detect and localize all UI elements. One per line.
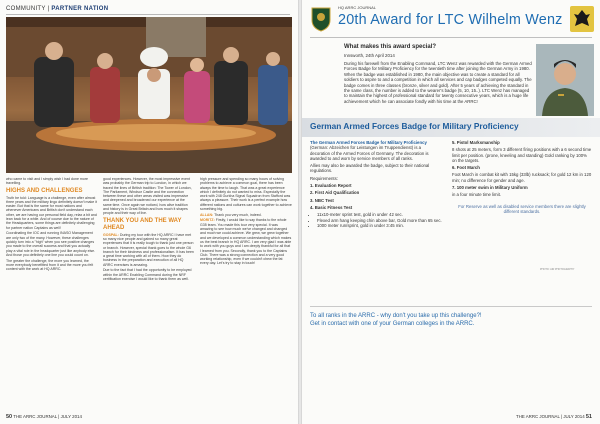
call-to-action [310, 312, 592, 328]
badge-description [310, 140, 442, 161]
requirement-1: 1. Evaluation Report [310, 183, 352, 189]
german-eagle-badge-icon [570, 6, 594, 32]
col2-paragraph-3: Due to the fact that I had the opportunity to be employed within the ARRC Enabling Command during the NRF certification exercise I would like to thank them as well. [103, 268, 192, 282]
requirement-6: 6. Foot March [452, 165, 480, 171]
requirement-3: 3. NBC Test [310, 197, 334, 203]
photo-credit: PHOTO: AIR PHOTOGRAPHY [540, 268, 575, 271]
requirement-7-text: in a four minute time limit. [452, 192, 501, 198]
requirement-5: 5. Pistol Marksmanship [452, 140, 500, 145]
cta-rule [310, 306, 592, 307]
col1-paragraph-3: The greater the challenge, the more you learned, the more everybody benefitted from it and the more you felt content with the work at HQ ARRC. [6, 258, 94, 272]
col1-paragraph-1: Truth be told: Language is a challenge, even after almost three years and the military lingo definitely doesn't make it easier. But that is the same for most nations and whenever Americans and British don't understand each other, we are having our personal field day, relax a bit and lean back for a while. And of course due to the nature of the Headquarters, some things are definitely challenging for partner nation Captains as well! [6, 195, 97, 230]
requirement-2: 2. First Aid Qualification [310, 190, 360, 196]
left-page [0, 0, 298, 424]
col1-paragraph-2: Coordinating the IOC and running INASO Management are only two of the many. However, these challenges quickly turn into a "high" when you see positive changes you made to the overall success and that you actually play a vital role in the headquarter just like anybody else. And those you definitely one line you could count on. [6, 231, 96, 257]
event-photo-illustration [6, 17, 292, 173]
section-community: COMMUNITY [6, 6, 46, 12]
badge-name: The German Armed Forces Badge for Military Proficiency [310, 140, 427, 145]
left-footer-issue: JULY 2014 [60, 414, 82, 419]
col2-paragraph-2 [103, 233, 194, 267]
left-column-3 [200, 177, 292, 267]
col2-paragraph-2-text: During my tour with the HQ ARRC I have met so many nice people and gained so many great experiences that it is really tough to thank just one person or branch. However, special thank goes to the whole G6 branch for their kindness and professionalism. It has been a great time working with all of them. How they do business in the preparation and execution of all HQ ARRC exercises is amazing. [103, 232, 194, 267]
speaker-allan: ALLAN: [200, 212, 214, 217]
left-page-number: 50 [6, 414, 13, 420]
fitness-item: • 1000 meter run/sprint, gold in under 3:45 min. [317, 223, 442, 228]
section-header [6, 6, 108, 12]
title-rule [310, 37, 592, 38]
col3-paragraph-2-text: Thank you very much, indeed. [214, 212, 262, 217]
thank-you-heading: THANK YOU AND THE WAY AHEAD [103, 217, 182, 231]
speaker-gospal: GOSPAL: [103, 232, 119, 237]
right-footer-issue: JULY 2014 [563, 414, 585, 419]
fitness-item: • Flexed arm hang keeping chin above bar, Gold more than 65 sec. [317, 218, 442, 223]
header-rule [6, 14, 290, 15]
cta-line-2: Get in contact with one of your German colleges in the ARRC. [310, 321, 475, 327]
section-partner-nation: PARTNER NATION [51, 6, 109, 12]
badge-section-band [302, 118, 600, 137]
event-photo [6, 17, 292, 173]
right-footer: THE ARRC JOURNAL | JULY 2014 51 [515, 414, 592, 420]
award-subheading: What makes this award special? [344, 44, 437, 50]
requirement-7: 7. 100 meter swim in Military Uniform [452, 185, 528, 191]
section-separator: | [47, 6, 50, 12]
left-column-2 [103, 177, 194, 283]
cta-line-1: To all ranks in the ARRC - why don't you take up this challenge?! [310, 313, 482, 319]
col3-paragraph-3 [200, 218, 292, 265]
highs-challenges-heading: HIGHS AND CHALLENGES [6, 187, 83, 194]
portrait-photo [536, 44, 594, 116]
right-footer-publication: THE ARRC JOURNAL [515, 414, 560, 419]
allies-note: Allies may also be awarded the badge, subject to their national regulations. [310, 163, 430, 174]
intro-paragraph: During his farewell from the Enabling Command, LTC Wenz was rewarded with the German Armed Forces Badge for Military Proficiency for the twentieth time after joining the German Army in 1980. When the badge was established in 1980, the main objective was to create a standard for all soldiers to aspire to and a competition in which all services and cap badges competed equally. The badge comes in three classes (bronze, silver and gold). After 5 years of achieving the standard in the same class, the number is added to the wearer's badge (5, 10, 15..). LTC Wenz has managed to maintain the highest of professional standard for twenty consecutive years, which is a huge life achievement which he can associate fondly with his time at the ARRC! [344, 61, 532, 104]
requirement-5-text: 8 shots at 25 meters, form 3 different firing positions with a 6 second time limit per position. (prone, kneeling and standing) Gold ranking by 100% on the targets. [452, 147, 592, 163]
col3-paragraph-3-text: Firstly, I would like to say thanks to the whole G35 team. You made this tour very special. It was amazing to see how much we've changed and changed and much we could achieve. We grew, we grew together and we developed a common understanding which makes us the best branch in HQ ARRC. I am very glad I was able to work with you guys and I am deeply thankful for all that I learned from you. Secondly, thank you to the Captains Club. There was a strong connection and a very good working relationship, even if we couldn't chew the fat every day. Let's try to stay in touch! [200, 218, 292, 266]
portrait-illustration [536, 44, 594, 116]
col3-paragraph-1: high pressure and spending so many hours of solving problems to achieve a common goal, there has been always the time to laugh. That was a great experience which I definitely do not wanted to miss. Especially the work with 248 Gurkha Signal Squadron from Stafford was always a pleasure. Their work is a perfect example how different nations and cultures can work together to achieve something big. [200, 177, 292, 212]
dateline: Innsworth, 24th April 2014 [344, 53, 395, 58]
publication-tag: HQ ARRC JOURNAL [338, 5, 377, 10]
badge-section-title: German Armed Forces Badge for Military Proficiency [310, 121, 519, 131]
article-title: 20th Award for LTC Wilhelm Wenz [338, 12, 563, 28]
fitness-item: • 11x10-meter sprint test, gold in under 42 sec. [317, 212, 442, 217]
right-page [302, 0, 600, 424]
fitness-list [310, 212, 442, 228]
requirement-6-text: Foot March in combat kit with 15kg (33lb) rucksack; for gold 12 km in 120 min; no difference for gender and age. [452, 172, 592, 183]
requirements-column-1 [310, 140, 442, 230]
left-footer-publication: THE ARRC JOURNAL [13, 414, 58, 419]
badge-description-text: (German: Abzeichen für Leistungen im Truppendienst) is a decoration of the Armed Forces of Germany. The decoration is awarded to and worn by service members of all ranks. [310, 145, 429, 161]
hq-arrc-emblem-icon [310, 6, 332, 32]
requirements-column-2 [452, 140, 592, 216]
requirement-4: 4. Basic Fitness Test [310, 204, 353, 210]
col2-paragraph-1: good experiences. However, the most impressive event was probably the German trip to London, in which we traced the lines of British tradition: The Tower of London, The Parliament, Windsor Castle and the connection between these and other areas visited was impressive and deepened and broadened our experience at the same time. Once again we noticed, how alive tradition and history is in Great Britain and how much it shapes people and their way of live. [103, 177, 192, 216]
col1-lead: who came to visit and I simply wish I had done more travelling. [6, 177, 89, 186]
requirements-label: Requirements: [310, 175, 338, 181]
left-footer: 50 THE ARRC JOURNAL | JULY 2014 [6, 414, 82, 420]
left-column-1 [6, 177, 97, 273]
right-page-number: 51 [585, 414, 592, 420]
speaker-moritz: MORITZ: [200, 218, 215, 223]
col3-paragraph-2 [200, 213, 292, 217]
reserve-note: For Reserve as well as disabled service members there are slightly different standards. [458, 203, 586, 214]
